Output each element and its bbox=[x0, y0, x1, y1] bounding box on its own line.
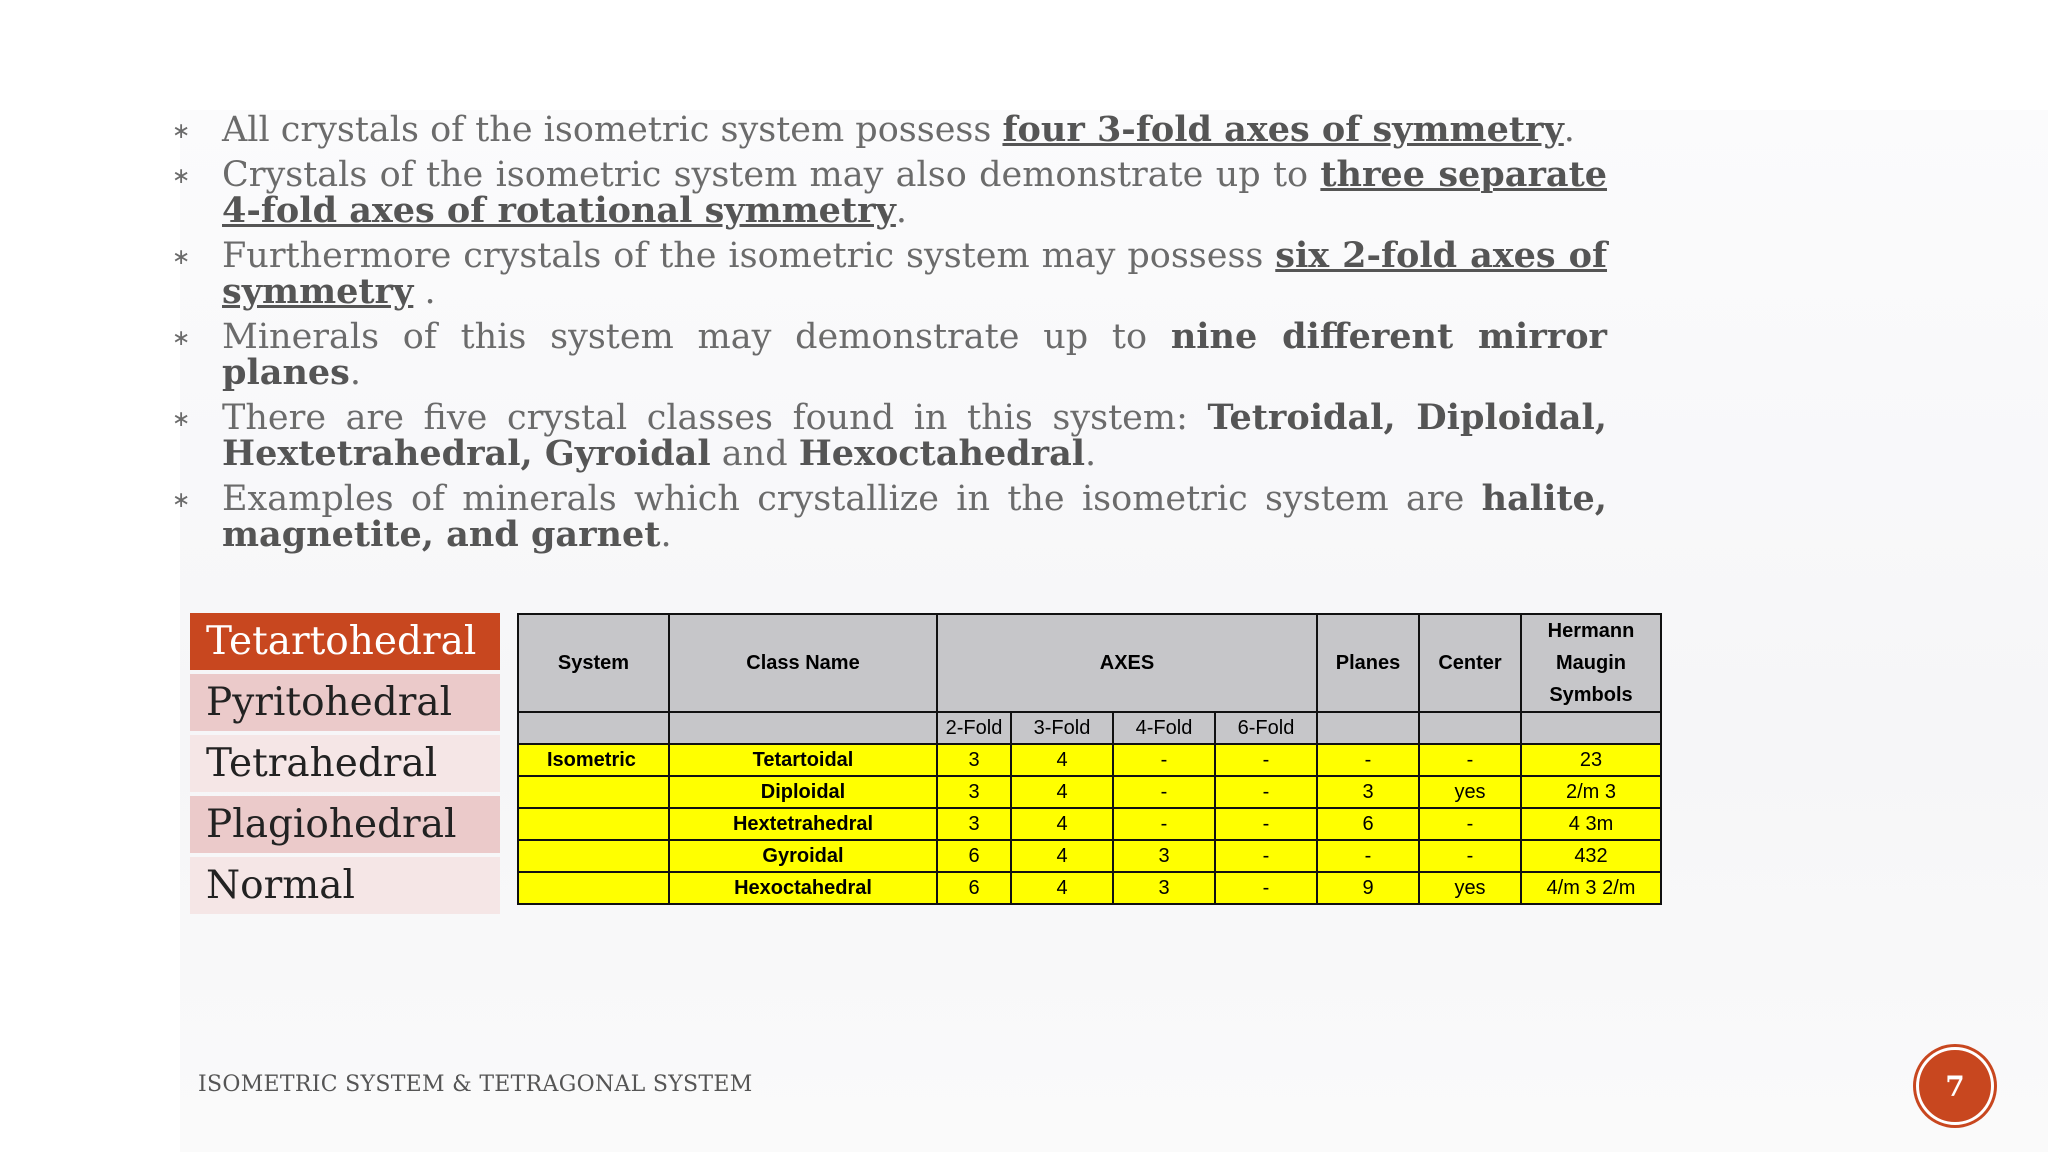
bullet-star-icon: ∗ bbox=[172, 326, 191, 351]
header-hm-symbols: Hermann Maugin Symbols bbox=[1521, 614, 1661, 712]
bullet-emphasis: four 3-fold axes of symmetry bbox=[1002, 109, 1564, 150]
crystal-class-item: Pyritohedral bbox=[190, 674, 500, 731]
table-cell-system bbox=[518, 776, 669, 808]
bullet-text: . bbox=[413, 272, 436, 312]
table-cell-hm: 23 bbox=[1521, 744, 1661, 776]
symmetry-table bbox=[517, 613, 1662, 905]
bullet-text: . bbox=[660, 515, 672, 555]
table-cell-system: Isometric bbox=[518, 744, 669, 776]
bullet-text: . bbox=[1085, 434, 1097, 474]
table-cell-center: - bbox=[1419, 808, 1521, 840]
table-cell-class: Gyroidal bbox=[669, 840, 937, 872]
header-center: Center bbox=[1419, 614, 1521, 712]
table-row bbox=[518, 872, 1661, 904]
crystal-class-item: Plagiohedral bbox=[190, 796, 500, 853]
bullet-text: . bbox=[1563, 110, 1575, 150]
table-cell-center: - bbox=[1419, 744, 1521, 776]
header-system: System bbox=[518, 614, 669, 712]
table-cell-class: Hextetrahedral bbox=[669, 808, 937, 840]
crystal-class-item: Tetartohedral bbox=[190, 613, 500, 670]
header-planes: Planes bbox=[1317, 614, 1419, 712]
table-cell-f4: - bbox=[1113, 744, 1215, 776]
axis-header: 2-Fold bbox=[937, 712, 1011, 744]
table-cell-center: yes bbox=[1419, 776, 1521, 808]
bullet-emphasis: nine different mirror planes bbox=[222, 316, 1607, 393]
bullet-item bbox=[172, 154, 1607, 231]
table-cell-center: - bbox=[1419, 840, 1521, 872]
bullet-item bbox=[172, 397, 1607, 474]
table-cell-f4: 3 bbox=[1113, 840, 1215, 872]
table-cell-class: Tetartoidal bbox=[669, 744, 937, 776]
bullet-emphasis: Hexoctahedral bbox=[798, 433, 1086, 474]
table-cell-f2: 6 bbox=[937, 872, 1011, 904]
bullet-text: All crystals of the isometric system possess bbox=[222, 110, 1003, 150]
table-cell-f4: - bbox=[1113, 776, 1215, 808]
table-cell-hm: 2/m 3 bbox=[1521, 776, 1661, 808]
table-cell-f6: - bbox=[1215, 744, 1317, 776]
subheader-empty bbox=[1419, 712, 1521, 744]
bullet-emphasis: three separate 4-fold axes of rotational symmetry bbox=[222, 154, 1607, 231]
table-cell-f3: 4 bbox=[1011, 840, 1113, 872]
table-cell-f2: 3 bbox=[937, 744, 1011, 776]
table-cell-hm: 4/m 3 2/m bbox=[1521, 872, 1661, 904]
table-cell-system bbox=[518, 872, 669, 904]
bullet-emphasis: six 2-fold axes of symmetry bbox=[222, 235, 1608, 312]
bullet-text: Minerals of this system may demonstrate up to bbox=[222, 317, 1171, 357]
bullet-list bbox=[172, 109, 1608, 562]
bullet-star-icon: ∗ bbox=[172, 245, 191, 270]
crystal-class-item: Tetrahedral bbox=[190, 735, 500, 792]
table-cell-hm: 432 bbox=[1521, 840, 1661, 872]
table-cell-planes: 6 bbox=[1317, 808, 1419, 840]
table-cell-f6: - bbox=[1215, 808, 1317, 840]
axis-header: 3-Fold bbox=[1011, 712, 1113, 744]
axis-header: 4-Fold bbox=[1113, 712, 1215, 744]
table-cell-f3: 4 bbox=[1011, 872, 1113, 904]
axis-header: 6-Fold bbox=[1215, 712, 1317, 744]
table-row bbox=[518, 808, 1661, 840]
table-cell-class: Diploidal bbox=[669, 776, 937, 808]
bullet-item bbox=[172, 316, 1607, 393]
header-class-name: Class Name bbox=[669, 614, 937, 712]
subheader-empty bbox=[669, 712, 937, 744]
table-cell-f4: 3 bbox=[1113, 872, 1215, 904]
bullet-text: Examples of minerals which crystallize in the isometric system are bbox=[222, 479, 1482, 519]
table-cell-f4: - bbox=[1113, 808, 1215, 840]
table-cell-f2: 3 bbox=[937, 776, 1011, 808]
table-cell-planes: 9 bbox=[1317, 872, 1419, 904]
bullet-item bbox=[172, 478, 1607, 555]
bullet-text: There are five crystal classes found in this system: bbox=[222, 398, 1208, 438]
bullet-emphasis: Tetroidal, Diploidal, Hextetrahedral, Gyroidal bbox=[222, 397, 1607, 474]
table-cell-f3: 4 bbox=[1011, 776, 1113, 808]
table-cell-f2: 6 bbox=[937, 840, 1011, 872]
table-cell-hm: 4 3m bbox=[1521, 808, 1661, 840]
bullet-text: and bbox=[710, 434, 799, 474]
bullet-text: Furthermore crystals of the isometric system may possess bbox=[222, 236, 1276, 276]
table-cell-system bbox=[518, 840, 669, 872]
bullet-star-icon: ∗ bbox=[172, 164, 191, 189]
table-cell-f3: 4 bbox=[1011, 808, 1113, 840]
bullet-text: . bbox=[349, 353, 362, 393]
table-cell-f6: - bbox=[1215, 872, 1317, 904]
bullet-item bbox=[172, 109, 1607, 150]
table-cell-system bbox=[518, 808, 669, 840]
table-cell-f6: - bbox=[1215, 776, 1317, 808]
table-row bbox=[518, 776, 1661, 808]
table-cell-f6: - bbox=[1215, 840, 1317, 872]
subheader-empty bbox=[518, 712, 669, 744]
crystal-class-list bbox=[190, 613, 500, 918]
subheader-empty bbox=[1317, 712, 1419, 744]
crystal-class-item: Normal bbox=[190, 857, 500, 914]
table-cell-planes: 3 bbox=[1317, 776, 1419, 808]
bullet-item bbox=[172, 235, 1608, 312]
bullet-emphasis: halite, magnetite, and garnet bbox=[222, 478, 1607, 555]
bullet-star-icon: ∗ bbox=[172, 119, 191, 144]
table-cell-f3: 4 bbox=[1011, 744, 1113, 776]
header-axes: AXES bbox=[937, 614, 1317, 712]
page-number-badge: 7 bbox=[1916, 1047, 1994, 1125]
table-cell-planes: - bbox=[1317, 840, 1419, 872]
table-cell-f2: 3 bbox=[937, 808, 1011, 840]
table-row bbox=[518, 744, 1661, 776]
axis-subheader-row bbox=[518, 712, 1661, 744]
table-cell-center: yes bbox=[1419, 872, 1521, 904]
bullet-star-icon: ∗ bbox=[172, 407, 191, 432]
bullet-text: . bbox=[895, 191, 908, 231]
table-row bbox=[518, 840, 1661, 872]
footer-title: ISOMETRIC SYSTEM & TETRAGONAL SYSTEM bbox=[198, 1072, 753, 1097]
table-cell-class: Hexoctahedral bbox=[669, 872, 937, 904]
subheader-empty bbox=[1521, 712, 1661, 744]
table-cell-planes: - bbox=[1317, 744, 1419, 776]
bullet-star-icon: ∗ bbox=[172, 488, 191, 513]
bullet-text: Crystals of the isometric system may also demonstrate up to bbox=[222, 155, 1321, 195]
